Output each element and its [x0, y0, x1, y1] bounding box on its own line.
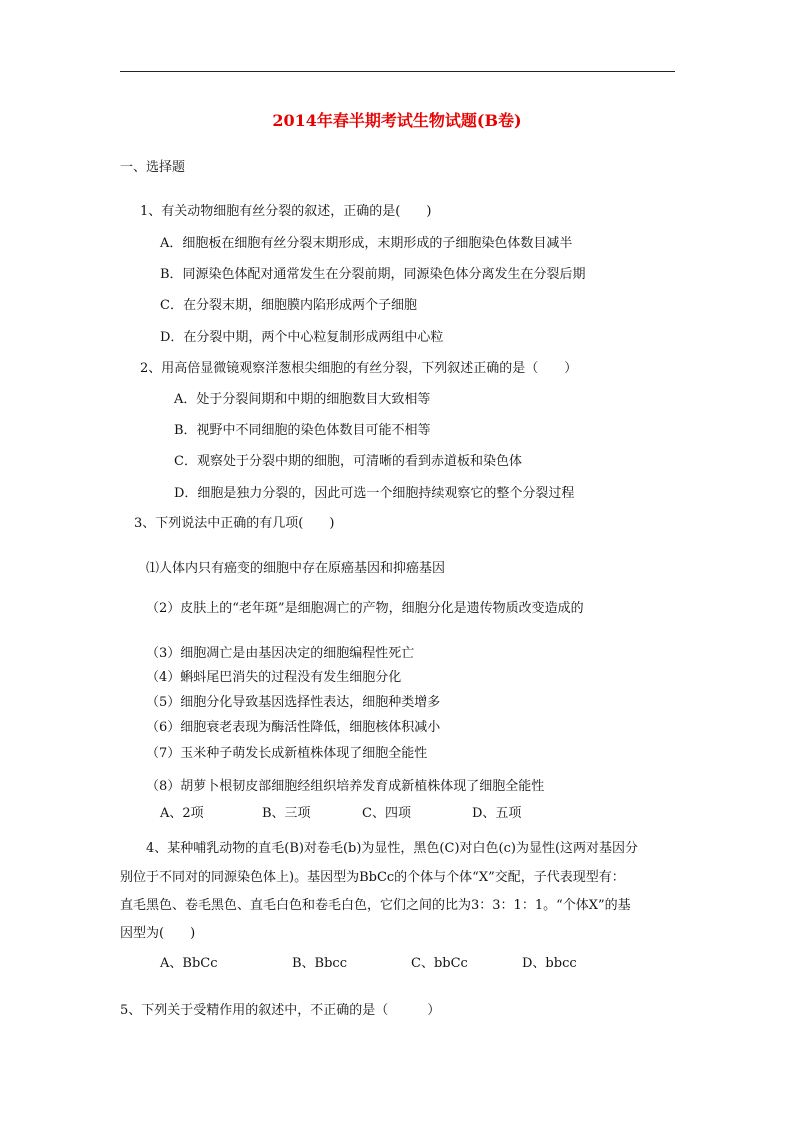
question-2-option-b: B．视野中不同细胞的染色体数目可能不相等 [174, 423, 431, 438]
question-3-choice-d: D、五项 [472, 806, 522, 821]
question-3-choice-a: A、2项 [160, 806, 204, 821]
question-5-stem: 5、下列关于受精作用的叙述中，不正确的是（ ） [120, 1003, 441, 1018]
question-4-choice-a: A、BbCc [160, 956, 218, 971]
question-4-line-2: 别位于不同对的同源染色体上)。基因型为BbCc的个体与个体“X”交配，子代表现型有： [120, 870, 625, 885]
question-3-item-5: （5）细胞分化导致基因选择性表达，细胞种类增多 [146, 695, 441, 710]
question-1-stem: 1、有关动物细胞有丝分裂的叙述，正确的是( ) [140, 204, 432, 219]
question-4-choices [0, 956, 794, 972]
question-3-choice-c: C、四项 [362, 806, 411, 821]
question-3-item-2: （2）皮肤上的“老年斑”是细胞凋亡的产物，细胞分化是遗传物质改变造成的 [146, 601, 584, 616]
question-3-choice-b: B、三项 [262, 806, 311, 821]
question-1-option-a: A．细胞板在细胞有丝分裂末期形成，末期形成的子细胞染色体数目减半 [160, 236, 573, 251]
question-3-item-3: （3）细胞凋亡是由基因决定的细胞编程性死亡 [146, 646, 415, 661]
question-2-option-c: C．观察处于分裂中期的细胞，可清晰的看到赤道板和染色体 [174, 454, 522, 469]
question-3-item-1: ⑴人体内只有癌变的细胞中存在原癌基因和抑癌基因 [146, 561, 446, 576]
question-3-item-7: （7）玉米种子萌发长成新植株体现了细胞全能性 [146, 746, 428, 761]
header-rule [120, 71, 675, 72]
question-2-stem: 2、用高倍显微镜观察洋葱根尖细胞的有丝分裂，下列叙述正确的是（ ） [140, 361, 578, 376]
question-3-choices [0, 806, 794, 822]
question-1-option-b: B．同源染色体配对通常发生在分裂前期，同源染色体分离发生在分裂后期 [160, 267, 586, 282]
question-3-stem: 3、下列说法中正确的有几项( ) [134, 516, 335, 531]
question-3-item-6: （6）细胞衰老表现为酶活性降低，细胞核体积减小 [146, 720, 441, 735]
question-3-item-4: （4）蝌蚪尾巴消失的过程没有发生细胞分化 [146, 670, 402, 685]
question-4-choice-d: D、bbcc [522, 956, 577, 971]
question-4-line-3: 直毛黑色、卷毛黑色、直毛白色和卷毛白色，它们之间的比为3：3：1：1。“个体X”的基 [120, 898, 631, 913]
question-4-line-1: 4、某种哺乳动物的直毛(B)对卷毛(b)为显性，黑色(C)对白色(c)为显性(这两对基因分 [146, 841, 639, 856]
question-3-item-8: （8）胡萝卜根韧皮部细胞经组织培养发育成新植株体现了细胞全能性 [146, 779, 545, 794]
section-heading: 一、选择题 [120, 160, 186, 175]
question-4-choice-c: C、bbCc [411, 956, 468, 971]
question-1-option-d: D．在分裂中期，两个中心粒复制形成两组中心粒 [160, 330, 444, 345]
question-1-option-c: C．在分裂末期，细胞膜内陷形成两个子细胞 [160, 298, 417, 313]
question-2-option-d: D．细胞是独力分裂的，因此可选一个细胞持续观察它的整个分裂过程 [174, 486, 575, 501]
question-4-choice-b: B、Bbcc [292, 956, 347, 971]
question-4-line-4: 因型为( ) [120, 926, 196, 941]
question-2-option-a: A．处于分裂间期和中期的细胞数目大致相等 [174, 392, 431, 407]
page-title: 2014年春半期考试生物试题(B卷) [272, 111, 522, 130]
